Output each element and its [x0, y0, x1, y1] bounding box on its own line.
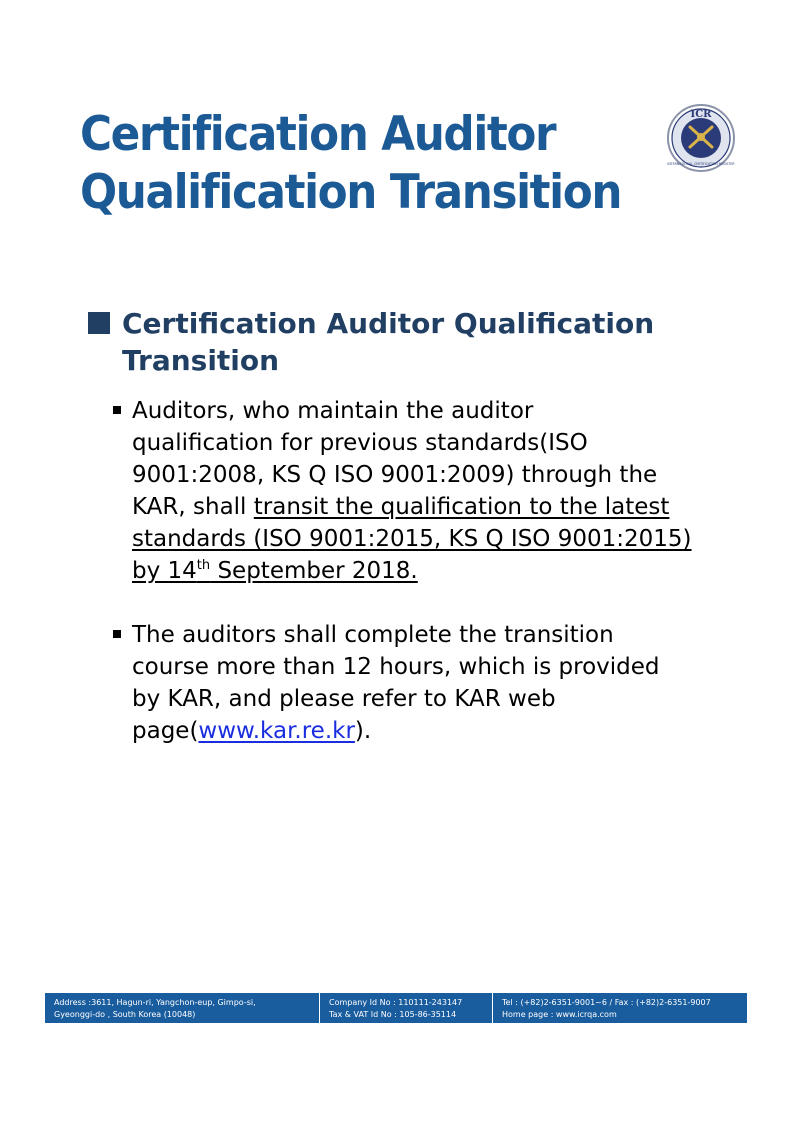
footer-company-line-1: Company Id No : 110111-243147: [329, 998, 463, 1007]
bullet-2-line-4-pre: page(: [132, 718, 199, 744]
bullet-item-1: [113, 395, 733, 587]
bullet-1-line-3: 9001:2008, KS Q ISO 9001:2009) through the: [132, 462, 658, 488]
bullet-1-line-6-post: September 2018.: [210, 558, 418, 584]
bullet-2-line-3: by KAR, and please refer to KAR web: [132, 686, 556, 712]
square-bullet-icon: [88, 312, 110, 334]
bullet-1-line-1: Auditors, who maintain the auditor: [132, 398, 534, 424]
footer-address-line-2: Gyeonggi-do , South Korea (10048): [54, 1009, 196, 1019]
bullet-square-icon: [113, 406, 121, 414]
bullet-2-line-4-post: ).: [354, 718, 372, 744]
footer-contact: [493, 993, 747, 1023]
footer-company-line-2: Tax & VAT Id No : 105-86-35114: [329, 1009, 457, 1019]
footer-contact-line-2: Home page : www.icrqa.com: [502, 1009, 617, 1019]
bullet-1-line-4-plain: KAR, shall: [132, 494, 254, 520]
footer-address-line-1: Address :3611, Hagun-ri, Yangchon-eup, Gimpo-si,: [54, 998, 256, 1007]
icr-logo: [666, 103, 736, 173]
page-title-line-1: Certification Auditor: [80, 107, 556, 162]
bullet-item-2: [113, 619, 733, 747]
bullet-square-icon: [113, 630, 121, 638]
bullet-1-line-6-sup: th: [196, 558, 211, 573]
logo-text: ICR: [690, 109, 712, 120]
page-title-line-2: Qualification Transition: [80, 165, 622, 220]
kar-website-link[interactable]: www.kar.re.kr: [198, 718, 355, 744]
footer-address: [45, 993, 320, 1023]
footer-company-ids: [320, 993, 493, 1023]
section-heading-line-1: Certification Auditor Qualification: [122, 307, 655, 340]
bullet-1-line-4-underlined: transit the qualification to the latest: [253, 494, 670, 520]
footer-bar: [45, 993, 747, 1023]
footer-contact-line-1: Tel : (+82)2-6351-9001~6 / Fax : (+82)2-6351-9007: [502, 998, 711, 1007]
logo-ring-text: INTERNATIONAL CERTIFICATION REGISTER: [667, 162, 735, 166]
bullet-2-line-1: The auditors shall complete the transition: [132, 622, 614, 648]
section-heading: [88, 305, 728, 379]
bullet-1-line-5: standards (ISO 9001:2015, KS Q ISO 9001:2015): [132, 526, 692, 552]
bullet-list: [113, 395, 733, 747]
bullet-1-line-2: qualification for previous standards(ISO: [132, 430, 588, 456]
bullet-2-line-2: course more than 12 hours, which is provided: [132, 654, 660, 680]
bullet-1-line-6-pre: by 14: [132, 558, 197, 584]
section-heading-line-2: Transition: [122, 344, 280, 377]
page-title: [80, 106, 622, 222]
